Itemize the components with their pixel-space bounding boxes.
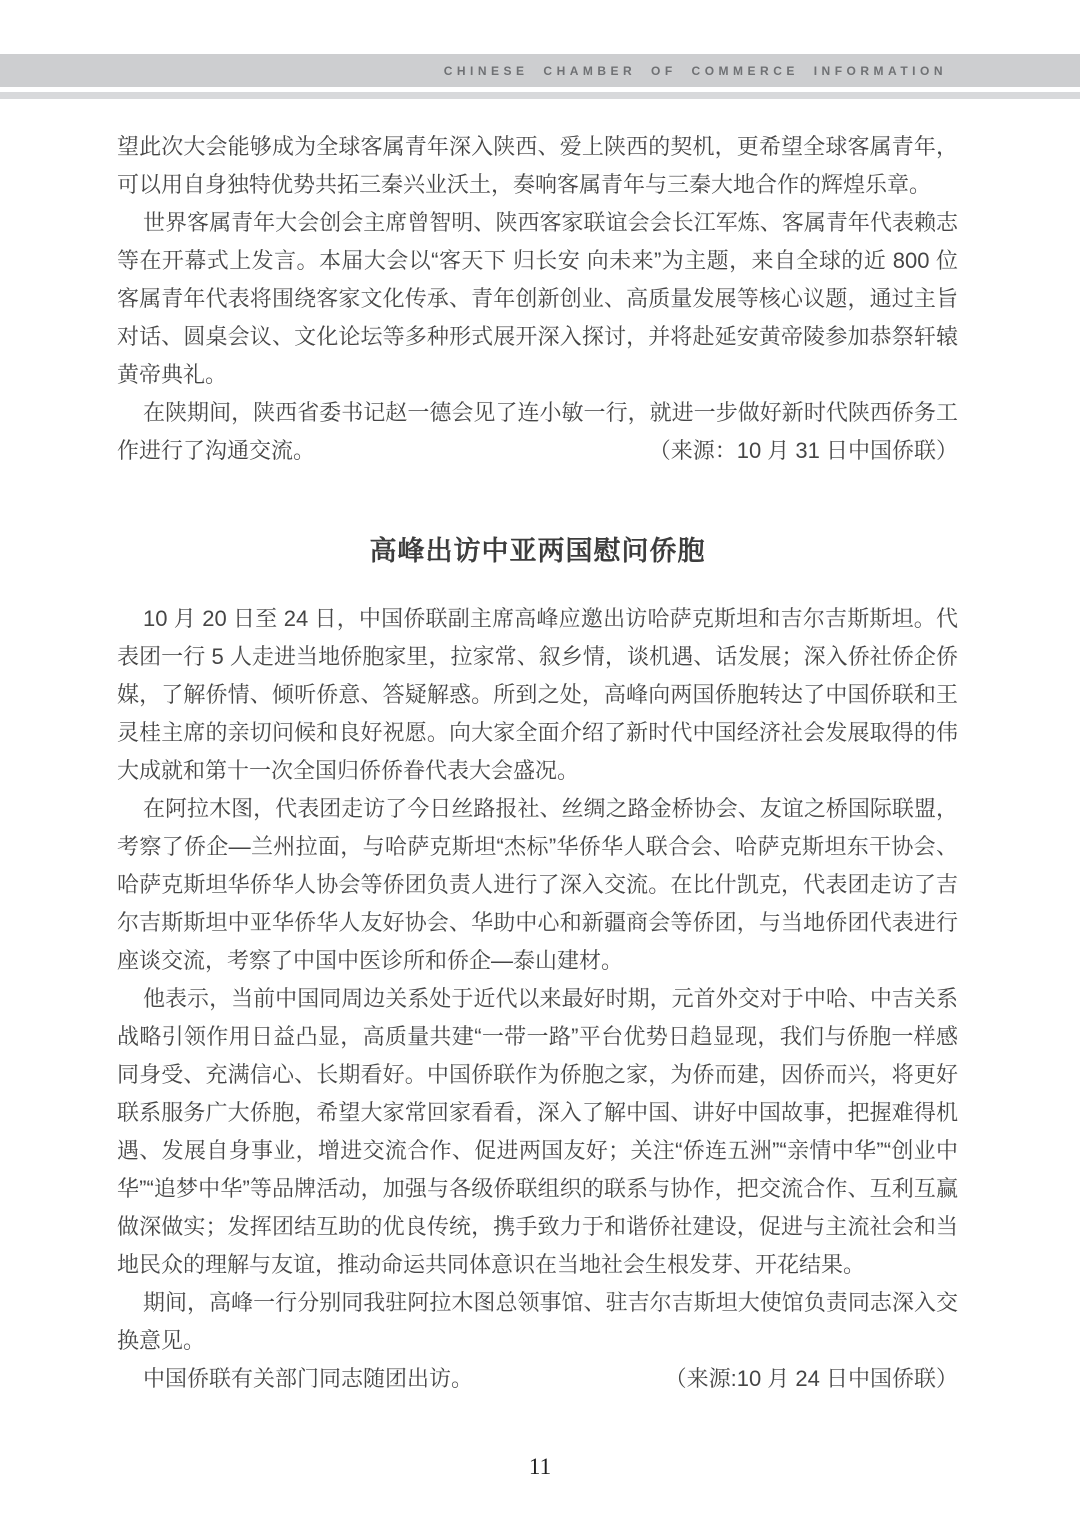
paragraph: 望此次大会能够成为全球客属青年深入陕西、爱上陕西的契机，更希望全球客属青年，可以用自身独特优势共拓三秦兴业沃土，奏响客属青年与三秦大地合作的辉煌乐章。 — [117, 134, 958, 197]
paragraph: 在阿拉木图，代表团走访了今日丝路报社、丝绸之路金桥协会、友谊之桥国际联盟，考察了侨企—兰州拉面，与哈萨克斯坦“杰标”华侨华人联合会、哈萨克斯坦东干协会、哈萨克斯坦华侨华人协会等侨团负责人进行了深入交流。在比什凯克，代表团走访了吉尔吉斯斯坦中亚华侨华人友好协会、华助中心和新疆商会等侨团，与当地侨团代表进行座谈交流，考察了中国中医诊所和侨企—泰山建材。 — [117, 796, 958, 973]
page-number: 11 — [528, 1454, 552, 1479]
header-rule — [0, 92, 1080, 99]
paragraph: 期间，高峰一行分别同我驻阿拉木图总领事馆、驻吉尔吉斯坦大使馆负责同志深入交换意见。 — [117, 1290, 958, 1353]
paragraph: 他表示，当前中国同周边关系处于近代以来最好时期，元首外交对于中哈、中吉关系战略引领作用日益凸显，高质量共建“一带一路”平台优势日趋显现，我们与侨胞一样感同身受、充满信心、长期看好。中国侨联作为侨胞之家，为侨而建，因侨而兴，将更好联系服务广大侨胞，希望大家常回家看看，深入了解中国、讲好中国故事，把握难得机遇、发展自身事业，增进交流合作、促进两国友好；关注“侨连五洲”“亲情中华”“创业中华”“追梦中华”等品牌活动，加强与各级侨联组织的联系与协作，把交流合作、互利互赢做深做实；发挥团结互助的优良传统，携手致力于和谐侨社建设，促进与主流社会和当地民众的理解与友谊，推动命运共同体意识在当地社会生根发芽、开花结果。 — [117, 986, 958, 1277]
paragraph: 世界客属青年大会创会主席曾智明、陕西客家联谊会会长江军炼、客属青年代表赖志等在开幕式上发言。本届大会以“客天下 归长安 向未来”为主题，来自全球的近 800 位客属青年代表将围绕客家文化传承、青年创新创业、高质量发展等核心议题，通过主旨对话、圆桌会议、文化论坛等多种形式展开深入探讨，并将赴延安黄帝陵参加恭祭轩辕黄帝典礼。 — [117, 210, 958, 387]
paragraph: 10 月 20 日至 24 日，中国侨联副主席高峰应邀出访哈萨克斯坦和吉尔吉斯斯坦。代表团一行 5 人走进当地侨胞家里，拉家常、叙乡情，谈机遇、话发展；深入侨社侨企侨媒，了解侨情、倾听侨意、答疑解惑。所到之处，高峰向两国侨胞转达了中国侨联和王灵桂主席的亲切问候和良好祝愿。向大家全面介绍了新时代中国经济社会发展取得的伟大成就和第十一次全国归侨侨眷代表大会盛况。 — [117, 606, 958, 783]
header-band — [0, 54, 1080, 87]
paragraph: 在陕期间，陕西省委书记赵一德会见了连小敏一行，就进一步做好新时代陕西侨务工作进行了沟通交流。 （来源：10 月 31 日中国侨联） — [117, 394, 958, 470]
paragraph: 中国侨联有关部门同志随团出访。 （来源:10 月 24 日中国侨联） — [117, 1360, 958, 1398]
source-attribution: （来源:10 月 24 日中国侨联） — [664, 1366, 958, 1391]
header-banner-text: CHINESE CHAMBER OF COMMERCE INFORMATION — [443, 63, 947, 78]
source-attribution: （来源：10 月 31 日中国侨联） — [648, 438, 958, 463]
article-title: 高峰出访中亚两国慰问侨胞 — [369, 536, 706, 566]
article-list — [117, 128, 958, 1398]
